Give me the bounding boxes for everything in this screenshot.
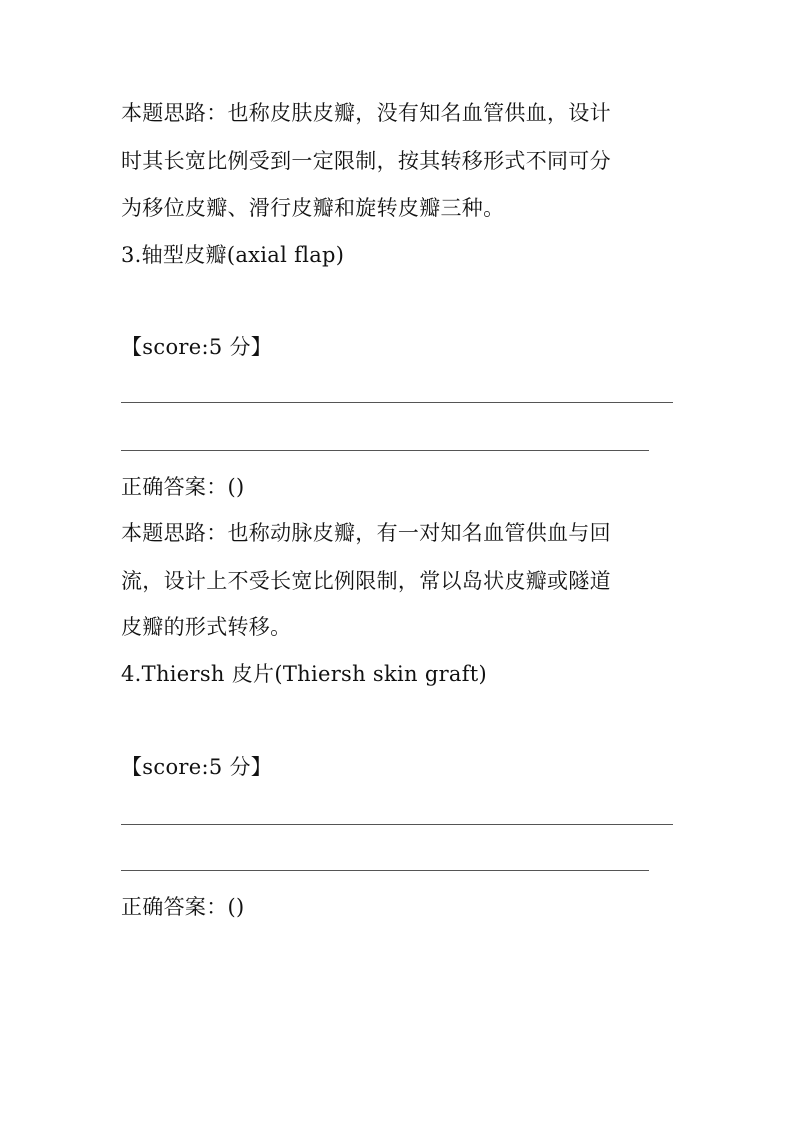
q3-answer-blank-line-2 (121, 450, 649, 451)
q2-explanation-line-2: 时其长宽比例受到一定限制，按其转移形式不同可分 (121, 149, 611, 173)
q3-score: 【score:5 分】 (121, 335, 273, 359)
q3-answer-blank-line-1 (121, 402, 673, 403)
q3-title: 3.轴型皮瓣(axial flap) (121, 243, 345, 267)
q4-answer-label: 正确答案：() (121, 895, 245, 919)
q2-explanation-line-1: 本题思路：也称皮肤皮瓣，没有知名血管供血，设计 (121, 101, 611, 125)
q4-score: 【score:5 分】 (121, 755, 273, 779)
q3-explanation-line-3: 皮瓣的形式转移。 (121, 615, 292, 639)
q3-explanation-line-2: 流，设计上不受长宽比例限制，常以岛状皮瓣或隧道 (121, 569, 611, 593)
q4-answer-blank-line-1 (121, 824, 673, 825)
q4-answer-blank-line-2 (121, 870, 649, 871)
q4-title: 4.Thiersh 皮片(Thiersh skin graft) (121, 662, 488, 686)
q3-answer-label: 正确答案：() (121, 475, 245, 499)
q3-explanation-line-1: 本题思路：也称动脉皮瓣，有一对知名血管供血与回 (121, 521, 611, 545)
q2-explanation-line-3: 为移位皮瓣、滑行皮瓣和旋转皮瓣三种。 (121, 196, 505, 220)
